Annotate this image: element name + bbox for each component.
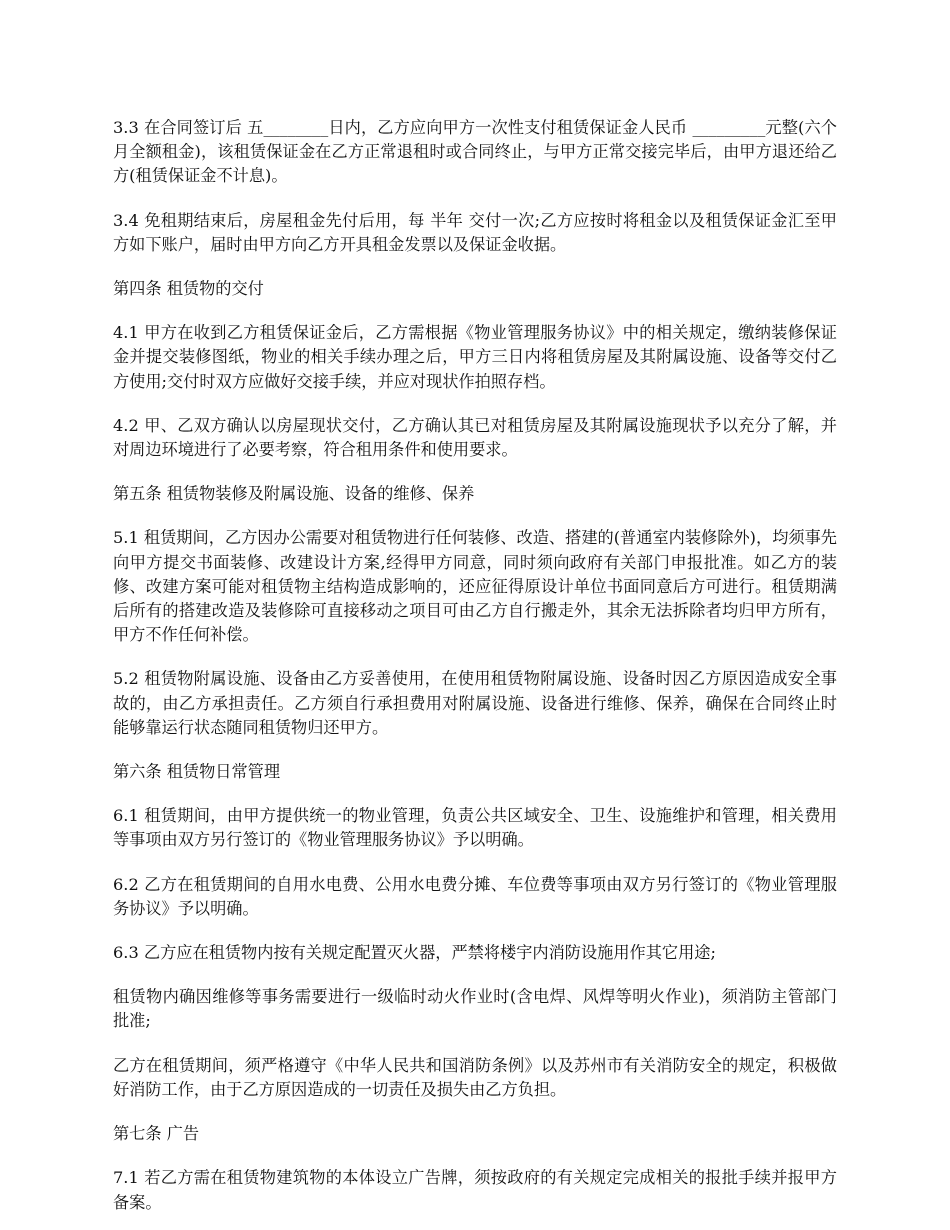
clause-3-3: 3.3 在合同签订后 五________日内，乙方应向甲方一次性支付租赁保证金人民币 _________元整(六个月全额租金)，该租赁保证金在乙方正常退租时或合同终止，与甲方正常交接完毕后，由甲方退还给乙方(租赁保证金不计息)。: [113, 118, 837, 186]
fire-safety-paragraph: 乙方在租赁期间，须严格遵守《中华人民共和国消防条例》以及苏州市有关消防安全的规定，积极做好消防工作，由于乙方原因造成的一切责任及损失由乙方负担。: [113, 1055, 837, 1099]
article-7-heading: 第七条 广告: [113, 1124, 200, 1144]
clause-7-1: 7.1 若乙方需在租赁物建筑物的本体设立广告牌，须按政府的有关规定完成相关的报批手续并报甲方备案。: [113, 1168, 837, 1212]
article-4-heading: 第四条 租赁物的交付: [113, 279, 264, 299]
clause-5-1: 5.1 租赁期间，乙方因办公需要对租赁物进行任何装修、改造、搭建的(普通室内装修除外)，均须事先向甲方提交书面装修、改建设计方案,经得甲方同意，同时须向政府有关部门申报批准。如乙方的装修、改建方案可能对租赁物主结构造成影响的，还应征得原设计单位书面同意后方可进行。租赁期满后所有的搭建改造及装修除可直接移动之项目可由乙方自行搬走外，其余无法拆除者均归甲方所有，甲方不作任何补偿。: [113, 528, 837, 645]
article-5-heading: 第五条 租赁物装修及附属设施、设备的维修、保养: [113, 484, 475, 504]
article-6-heading: 第六条 租赁物日常管理: [113, 762, 281, 782]
clause-6-1: 6.1 租赁期间，由甲方提供统一的物业管理，负责公共区域安全、卫生、设施维护和管理，相关费用等事项由双方另行签订的《物业管理服务协议》予以明确。: [113, 806, 837, 850]
clause-6-2: 6.2 乙方在租赁期间的自用水电费、公用水电费分摊、车位费等事项由双方另行签订的《物业管理服务协议》予以明确。: [113, 874, 837, 918]
clause-4-2: 4.2 甲、乙双方确认以房屋现状交付，乙方确认其已对租赁房屋及其附属设施现状予以充分了解，并对周边环境进行了必要考察，符合租用条件和使用要求。: [113, 415, 837, 460]
clause-5-2: 5.2 租赁物附属设施、设备由乙方妥善使用，在使用租赁物附属设施、设备时因乙方原因造成安全事故的，由乙方承担责任。乙方须自行承担费用对附属设施、设备进行维修、保养，确保在合同终止时能够靠运行状态随同租赁物归还甲方。: [113, 669, 837, 737]
clause-3-4: 3.4 免租期结束后，房屋租金先付后用，每 半年 交付一次;乙方应按时将租金以及租赁保证金汇至甲方如下账户，届时由甲方向乙方开具租金发票以及保证金收据。: [113, 210, 837, 254]
fire-work-paragraph: 租赁物内确因维修等事务需要进行一级临时动火作业时(含电焊、风焊等明火作业)，须消防主管部门批准;: [113, 987, 837, 1031]
clause-6-3: 6.3 乙方应在租赁物内按有关规定配置灭火器，严禁将楼宇内消防设施用作其它用途;: [113, 943, 716, 963]
clause-4-1: 4.1 甲方在收到乙方租赁保证金后，乙方需根据《物业管理服务协议》中的相关规定，缴纳装修保证金并提交装修图纸，物业的相关手续办理之后，甲方三日内将租赁房屋及其附属设施、设备等交付乙方使用;交付时双方应做好交接手续，并应对现状作拍照存档。: [113, 323, 837, 391]
